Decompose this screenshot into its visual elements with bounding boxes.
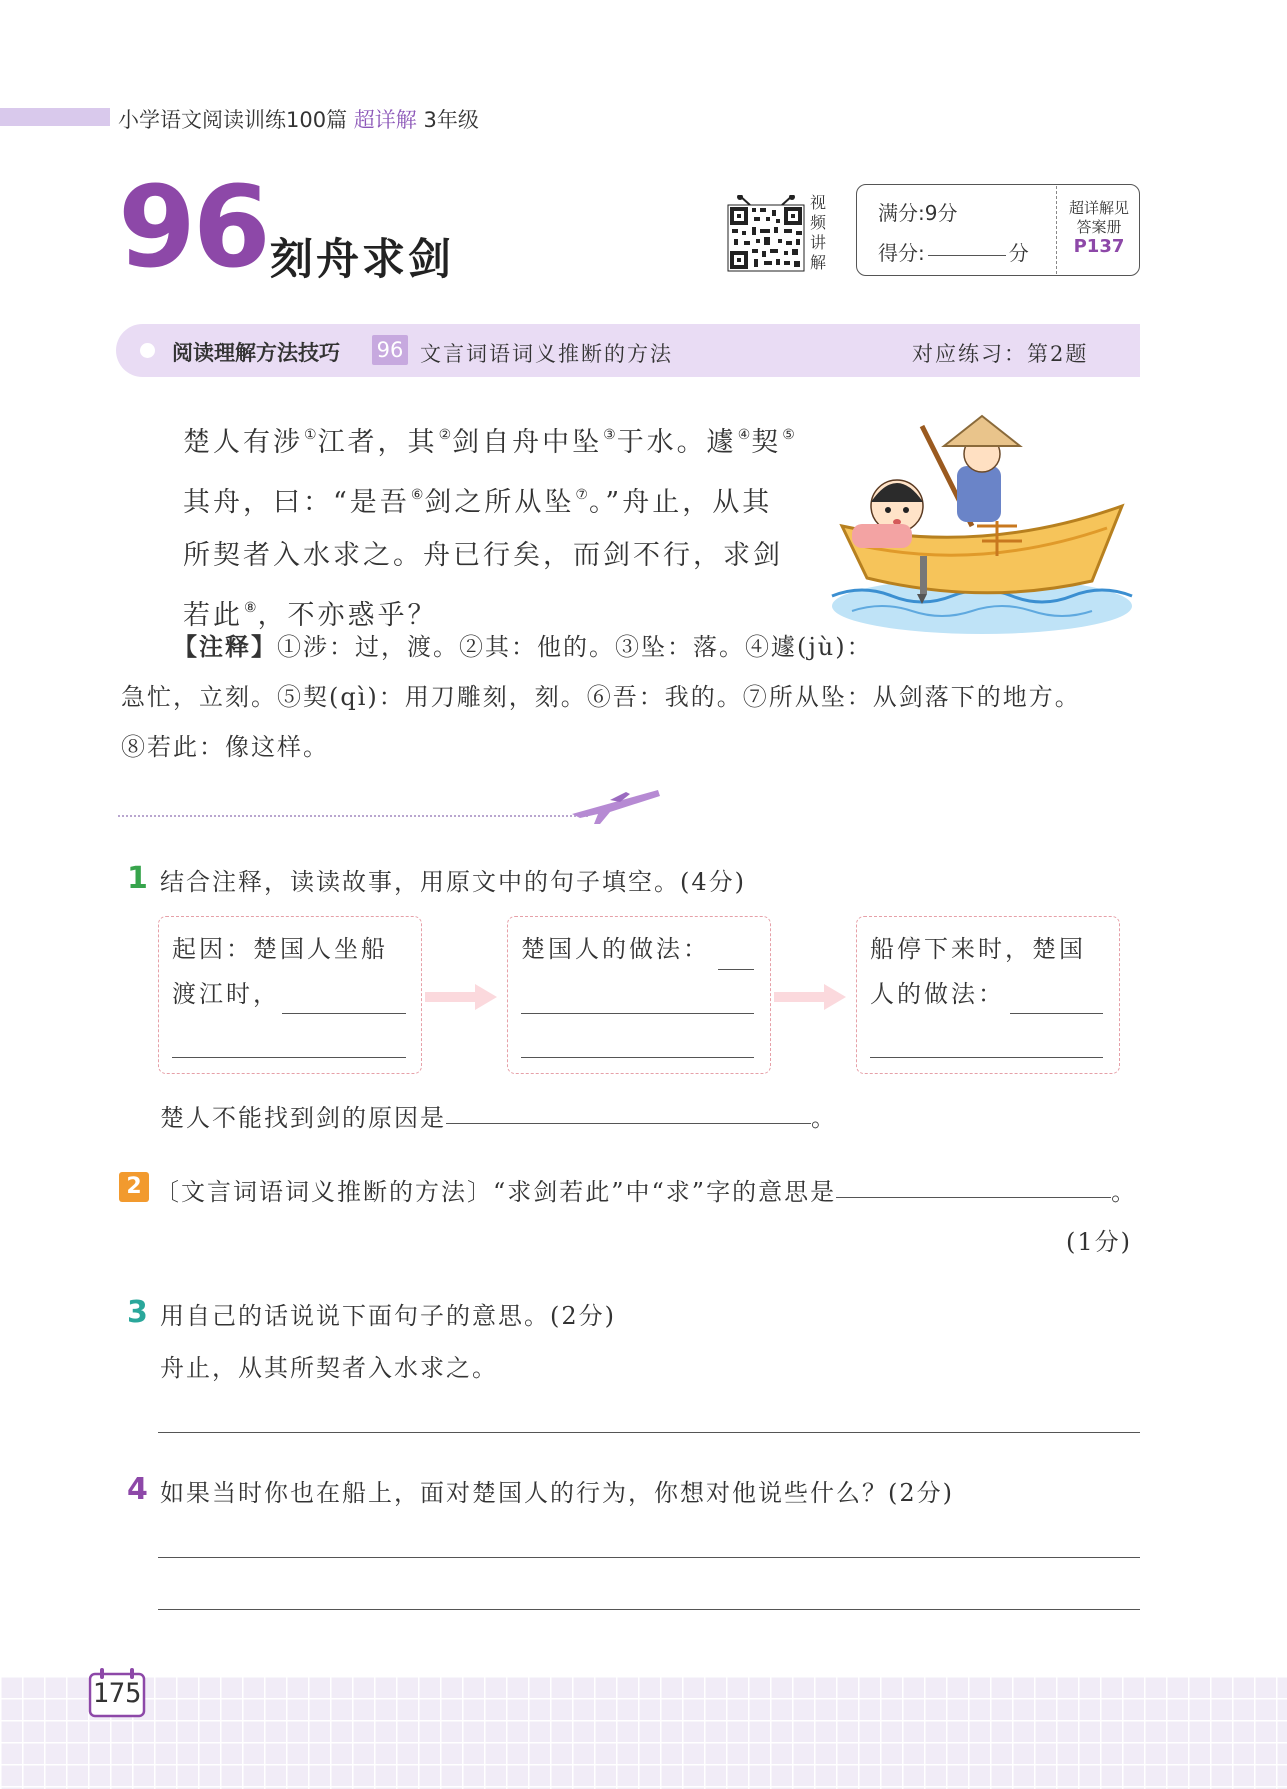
question-3-sentence: 舟止，从其所契者入水求之。 <box>160 1354 498 1382</box>
question-1-text: 结合注释，读读故事，用原文中的句子填空。(4分) <box>160 868 746 896</box>
annotation-heading: 【注释】 <box>173 632 277 661</box>
answer-page: P137 <box>1073 236 1125 257</box>
lesson-number: 96 <box>118 163 268 293</box>
banner-topic: 文言词语词义推断的方法 <box>420 342 673 366</box>
answer-line-q4a[interactable] <box>158 1557 1140 1558</box>
obtained-score: 得分: 分 <box>878 241 1029 265</box>
passage <box>121 409 801 642</box>
banner-bullet <box>140 343 155 358</box>
flow-arrow-2 <box>774 984 846 1010</box>
banner-practice: 对应练习：第2题 <box>912 342 1089 366</box>
answer-line-1a[interactable] <box>282 1013 406 1014</box>
answer-line-1b[interactable] <box>172 1057 406 1058</box>
question-4-number: 4 <box>127 1472 148 1507</box>
answer-line-q2[interactable] <box>836 1197 1111 1198</box>
full-score: 满分:9分 <box>878 201 958 225</box>
answer-line-q3[interactable] <box>158 1432 1140 1433</box>
answer-line-2b[interactable] <box>521 1013 754 1014</box>
answer-line-q4b[interactable] <box>158 1609 1140 1610</box>
annotations: 【注释】①涉：过，渡。②其：他的。③坠：落。④遽(jù)： 急忙，立刻。⑤契(qì)：用刀雕刻，刻。⑥吾：我的。⑦所从坠：从剑落下的地方。 ⑧若此：像这样。 <box>121 632 1081 761</box>
question-1-reason: 楚人不能找到剑的原因是 。 <box>160 1104 837 1132</box>
boat-illustration <box>822 406 1142 646</box>
answer-line-3a[interactable] <box>1010 1013 1103 1014</box>
grade-label: 3年级 <box>423 108 479 132</box>
flow-box-stop-text: 船停下来时，楚国人的做法： <box>870 935 1086 1008</box>
airplane-icon <box>570 786 662 826</box>
flow-arrow-1 <box>425 984 497 1010</box>
answer-line-reason[interactable] <box>446 1123 811 1124</box>
qr-code-icon[interactable] <box>726 195 806 273</box>
question-2-text: 〔文言词语词义推断的方法〕“求剑若此”中“求”字的意思是 。 <box>155 1178 1138 1206</box>
lesson-title: 刻舟求剑 <box>270 235 454 285</box>
answer-line-3b[interactable] <box>870 1057 1103 1058</box>
banner-label: 阅读理解方法技巧 <box>172 341 340 365</box>
series-highlight: 超详解 <box>353 108 417 132</box>
header-accent-bar <box>0 108 110 126</box>
flow-box-cause-text: 起因：楚国人坐船渡江时， <box>172 935 388 1008</box>
score-divider <box>1056 186 1057 274</box>
passage-paragraph: 楚人有涉①江者，其②剑自舟中坠③于水。遽④契⑤其舟，曰：“是吾⑥剑之所从坠⑦。”舟止，从其所契者入水求之。舟已行矣，而剑不行，求剑若此⑧，不亦惑乎？ <box>183 427 795 631</box>
question-2-number: 2 <box>119 1172 149 1202</box>
series-title: 小学语文阅读训练100篇 <box>118 108 348 132</box>
question-4-text: 如果当时你也在船上，面对楚国人的行为，你想对他说些什么？(2分) <box>160 1479 954 1507</box>
question-1-number: 1 <box>127 861 148 896</box>
answer-line-2c[interactable] <box>521 1057 754 1058</box>
page-number: 175 <box>92 1678 142 1709</box>
answer-line-2a[interactable] <box>718 969 754 970</box>
banner-number: 96 <box>372 335 408 365</box>
section-divider <box>118 815 588 817</box>
score-blank[interactable] <box>928 255 1006 256</box>
answer-reference: 超详解见 答案册 P137 <box>1060 199 1138 256</box>
question-3-text: 用自己的话说说下面句子的意思。(2分) <box>160 1302 616 1330</box>
question-2-score: (1分) <box>1066 1228 1132 1256</box>
question-3-number: 3 <box>127 1295 148 1330</box>
book-series-header <box>118 104 479 134</box>
qr-video-label: 视 频 讲 解 <box>809 193 826 272</box>
footer-grid <box>0 1676 1287 1789</box>
flow-box-action-text: 楚国人的做法： <box>521 935 710 963</box>
